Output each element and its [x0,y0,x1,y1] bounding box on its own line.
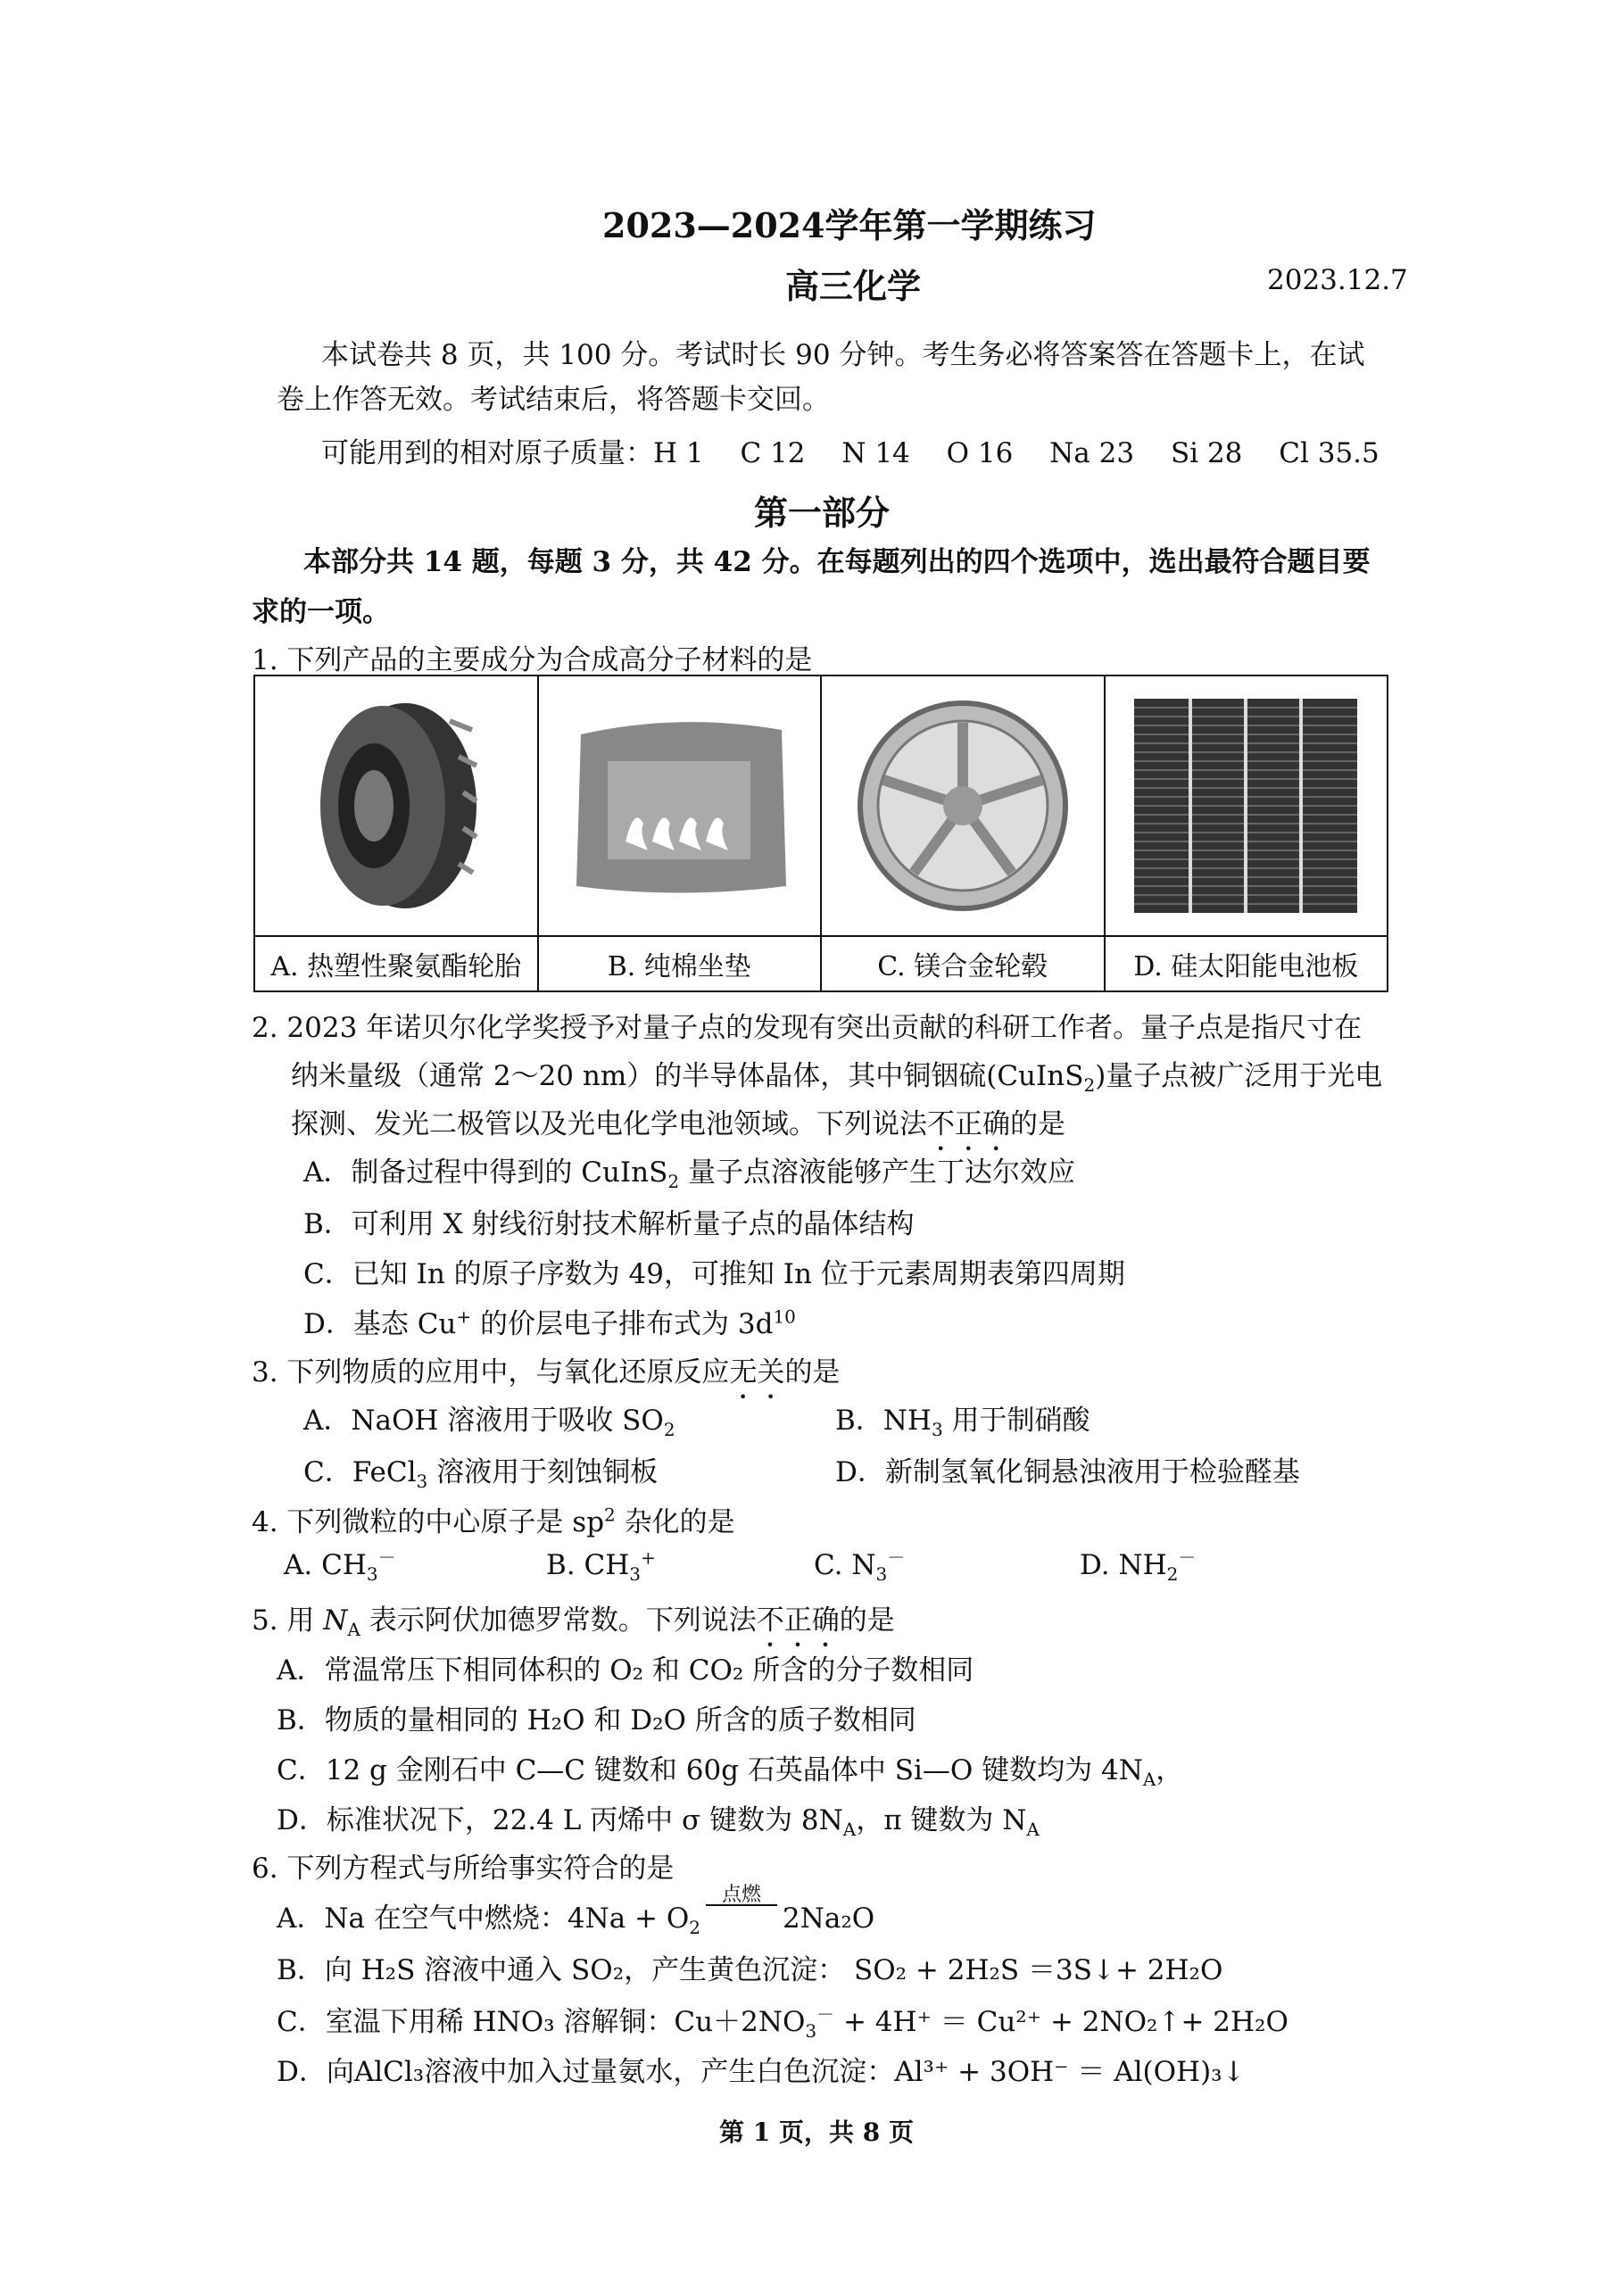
solar-panel-image [1105,676,1388,936]
q2-option-a[interactable]: A．制备过程中得到的 CuInS$_2$ 量子点溶液能够产生丁达尔效应 [303,1156,1075,1193]
exam-title: 2023—2024学年第一学期练习 [602,205,1097,245]
exam-date: 2023.12.7 [1267,264,1408,296]
tire-image [254,676,538,936]
q4-option-b[interactable]: B. $CH_3^+$ [546,1546,656,1586]
q2-line-3: 探测、发光二极管以及光电化学电池领域。下列说法不正确的是 [291,1108,1065,1140]
q5-option-a[interactable]: A．常温常压下相同体积的 O₂ 和 CO₂ 所含的分子数相同 [277,1654,974,1687]
q1-stem: 1. 下列产品的主要成分为合成高分子材料的是 [252,644,813,676]
intro-line-1: 本试卷共 8 页，共 100 分。考试时长 90 分钟。考生务必将答案答在答题卡上，在试 [321,339,1365,371]
q3-option-b[interactable]: B．$NH_3$ 用于制硝酸 [835,1405,1090,1441]
cushion-image [538,676,822,936]
q4-option-d[interactable]: D. $NH_2^-$ [1080,1546,1197,1586]
q2-option-b[interactable]: B．可利用 X 射线衍射技术解析量子点的晶体结构 [303,1208,915,1240]
q4-option-a[interactable]: A. $CH_3^-$ [284,1546,396,1586]
q5-stem: 5. 用 $N_A$ 表示阿伏加德罗常数。下列说法不正确的是 [252,1604,895,1641]
q6-option-d[interactable]: D．向AlCl₃溶液中加入过量氨水，产生白色沉淀：Al³⁺ + 3OH⁻ ＝ Al(OH)₃↓ [277,2056,1246,2088]
q2-line-2: 纳米量级（通常 2～20 nm）的半导体晶体，其中铜铟硫(CuInS$_2$)量子点被广泛用于光电 [291,1060,1383,1097]
q4-stem: 4. 下列微粒的中心原子是 $sp^2$ 杂化的是 [252,1504,735,1538]
section-desc-2: 求的一项。 [252,596,390,628]
section-title: 第一部分 [754,493,891,533]
q5-option-b[interactable]: B．物质的量相同的 H₂O 和 D₂O 所含的质子数相同 [277,1704,916,1737]
q3-option-d[interactable]: D．新制氢氧化铜悬浊液用于检验醛基 [835,1456,1300,1488]
q3-stem: 3. 下列物质的应用中，与氧化还原反应无关的是 [252,1356,841,1388]
q5-option-d[interactable]: D．标准状况下，22.4 L 丙烯中 σ 键数为 $8N_A$，π 键数为 $N_A$ [277,1804,1040,1841]
q6-option-c[interactable]: C．室温下用稀 HNO₃ 溶解铜：$Cu+2NO_3^- + 4H^+ = Cu^{2+}$ + 2NO₂↑+ 2H₂O [277,2003,1288,2043]
q3-option-a[interactable]: A．NaOH 溶液用于吸收 $SO_2$ [303,1405,675,1441]
q1-image-table [253,675,1388,992]
q1-option-c[interactable]: C. 镁合金轮毂 [821,936,1105,991]
q6-option-a[interactable]: A．Na 在空气中燃烧：$4Na + O_2$ 点燃 2Na₂O [277,1884,875,1939]
q3-option-c[interactable]: C．FeCl$_3$ 溶液用于刻蚀铜板 [303,1456,659,1493]
wheel-hub-image [821,676,1105,936]
section-desc-1: 本部分共 14 题，每题 3 分，共 42 分。在每题列出的四个选项中，选出最符合题目要 [303,546,1371,578]
q1-option-d[interactable]: D. 硅太阳能电池板 [1105,936,1388,991]
q2-option-c[interactable]: C．已知 In 的原子序数为 49，可推知 In 位于元素周期表第四周期 [303,1258,1125,1290]
page-footer: 第 1 页，共 8 页 [719,2118,914,2147]
q1-option-a[interactable]: A. 热塑性聚氨酯轮胎 [254,936,538,991]
intro-line-2: 卷上作答无效。考试结束后，将答题卡交回。 [277,384,830,416]
q6-option-b[interactable]: B．向 H₂S 溶液中通入 SO₂，产生黄色沉淀： SO₂ + 2H₂S ＝3S↓+ 2H₂O [277,1954,1223,1986]
exam-subject: 高三化学 [785,266,922,306]
q6-stem: 6. 下列方程式与所给事实符合的是 [252,1853,675,1885]
q5-option-c[interactable]: C．12 g 金刚石中 C—C 键数和 60g 石英晶体中 Si—O 键数均为 $4N_A$， [277,1754,1184,1791]
q4-option-c[interactable]: C. $N_3^-$ [814,1546,906,1586]
q2-line-1: 2. 2023 年诺贝尔化学奖授予对量子点的发现有突出贡献的科研工作者。量子点是指尺寸在 [252,1012,1363,1044]
q1-option-b[interactable]: B. 纯棉坐垫 [538,936,822,991]
q2-option-d[interactable]: D．基态 Cu+ 的价层电子排布式为 $3d^{10}$ [303,1305,796,1340]
atomic-masses: 可能用到的相对原子质量：H 1 C 12 N 14 O 16 Na 23 Si 28 Cl 35.5 [321,437,1380,469]
